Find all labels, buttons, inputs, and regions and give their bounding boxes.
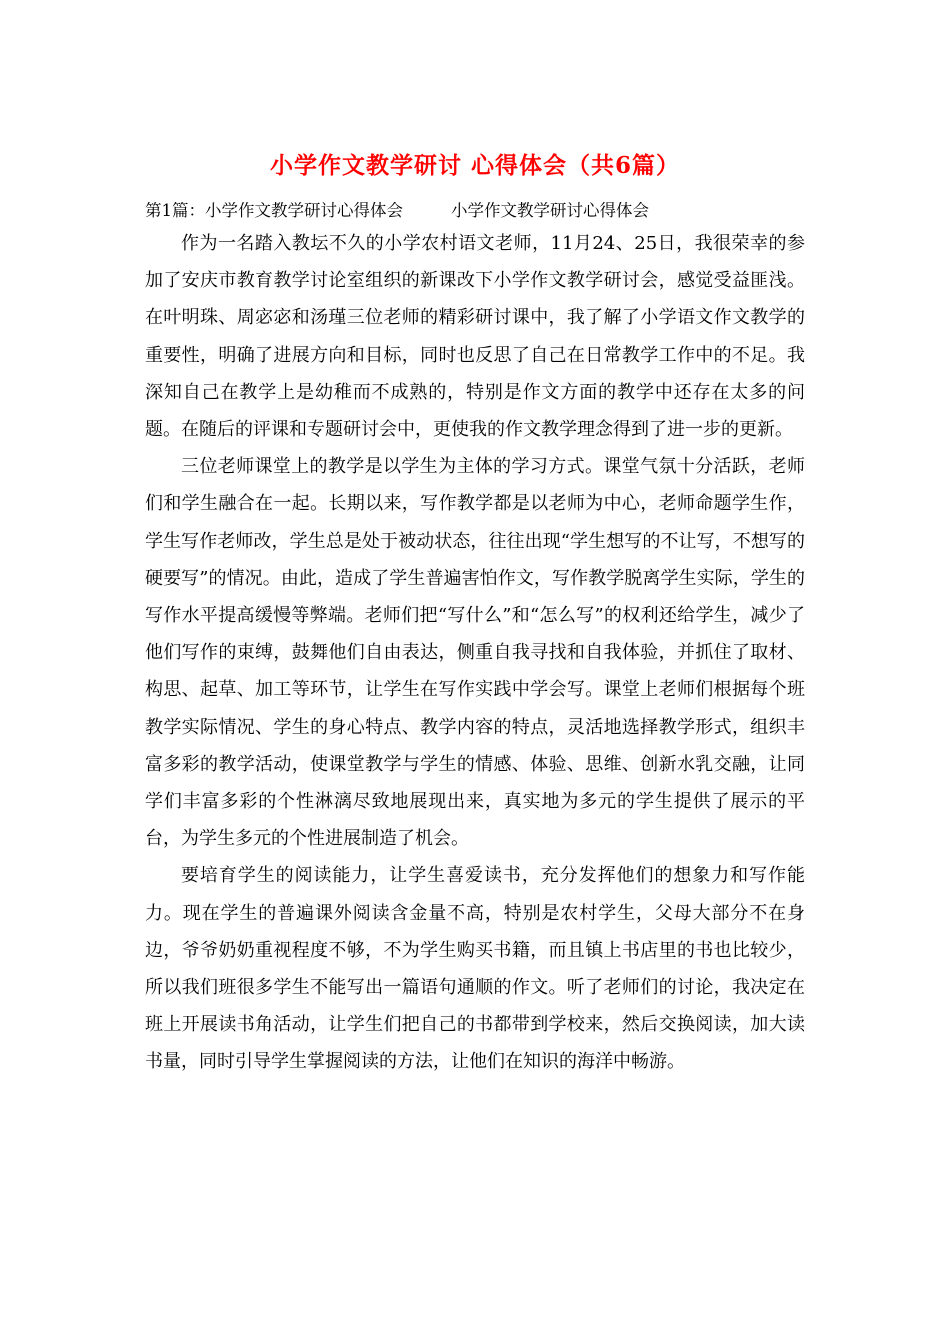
section-part-heading: 小学作文教学研讨心得体会 (451, 201, 649, 220)
paragraph: 三位老师课堂上的教学是以学生为主体的学习方式。课堂气氛十分活跃，老师们和学生融合在一起。长期以来，写作教学都是以老师为中心，老师命题学生作，学生写作老师改，学生总是处于被动状态，往往出现“学生想写的不让写，不想写的硬要写”的情况。由此，造成了学生普遍害怕作文，写作教学脱离学生实际，学生的写作水平提高缓慢等弊端。老师们把“写什么”和“怎么写”的权利还给学生，减少了他们写作的束缚，鼓舞他们自由表达，侧重自我寻找和自我体验，并抓住了取材、构思、起草、加工等环节，让学生在写作实践中学会写。课堂上老师们根据每个班教学实际情况、学生的身心特点、教学内容的特点，灵活地选择教学形式，组织丰富多彩的教学活动，使课堂教学与学生的情感、体验、思维、创新水乳交融，让同学们丰富多彩的个性淋漓尽致地展现出来，真实地为多元的学生提供了展示的平台，为学生多元的个性进展制造了机会。 (145, 456, 805, 850)
section-heading (145, 196, 649, 226)
document-title: 小学作文教学研讨 心得体会（共6篇） (269, 152, 680, 179)
paragraph: 要培育学生的阅读能力，让学生喜爱读书，充分发挥他们的想象力和写作能力。现在学生的普遍课外阅读含金量不高，特别是农村学生，父母大部分不在身边，爷爷奶奶重视程度不够，不为学生购买书籍，而且镇上书店里的书也比较少，所以我们班很多学生不能写出一篇语句通顺的作文。听了老师们的讨论，我决定在班上开展读书角活动，让学生们把自己的书都带到学校来，然后交换阅读，加大读书量，同时引导学生掌握阅读的方法，让他们在知识的海洋中畅游。 (145, 865, 805, 1073)
paragraph: 作为一名踏入教坛不久的小学农村语文老师，11月24、25日，我很荣幸的参加了安庆市教育教学讨论室组织的新课改下小学作文教学研讨会，感觉受益匪浅。在叶明珠、周宓宓和汤瑾三位老师的精彩研讨课中，我了解了小学语文作文教学的重要性，明确了进展方向和目标，同时也反思了自己在日常教学工作中的不足。我深知自己在教学上是幼稚而不成熟的，特别是作文方面的教学中还存在太多的问题。在随后的评课和专题研讨会中，更使我的作文教学理念得到了进一步的更新。 (145, 233, 805, 441)
section-part-label: 第1篇：小学作文教学研讨心得体会 (145, 201, 403, 220)
body-text (145, 225, 805, 1081)
